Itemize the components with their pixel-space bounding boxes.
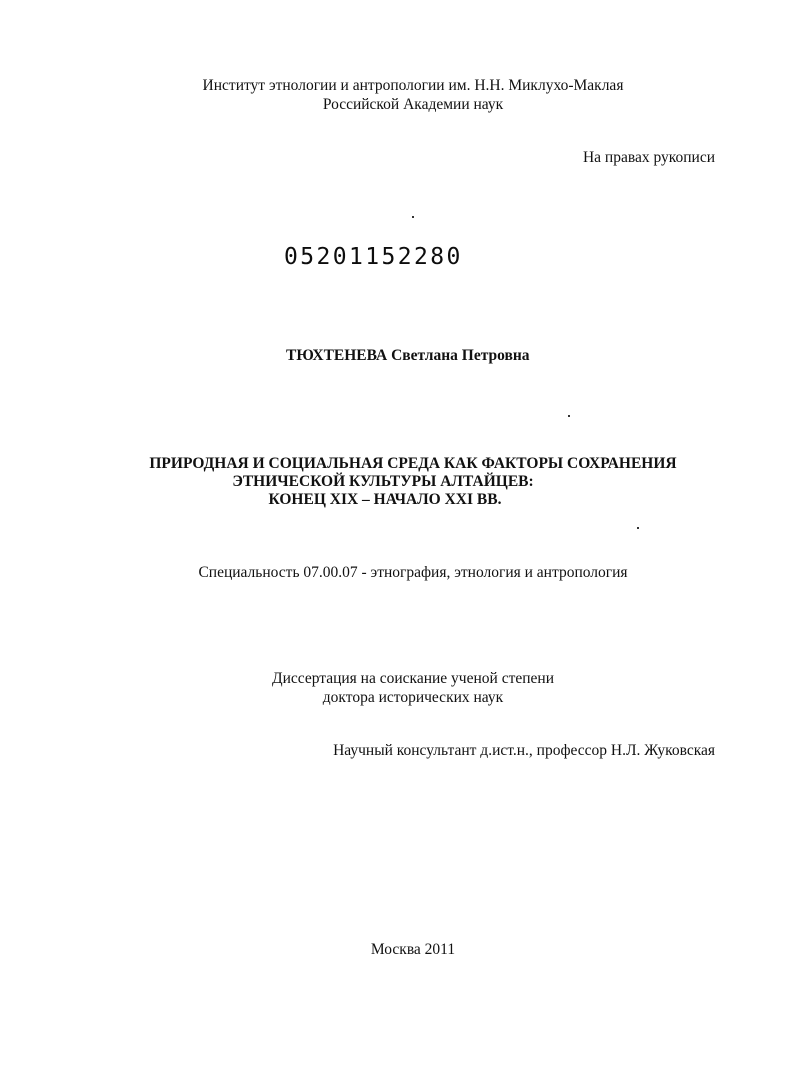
author-name [286,346,530,365]
city-year: Москва 2011 [370,941,456,958]
degree-line1: Диссертация на соискание ученой степени [272,670,554,687]
scan-speck [637,527,639,529]
serial-number: 05201152280 [284,244,463,270]
scientific-consultant: Научный консультант д.ист.н., профессор Н.Л. Жуковская [333,742,715,759]
institute-name-line1: Институт этнологии и антропологии им. Н.Н. Миклухо-Маклая [202,77,624,94]
scan-speck [412,216,414,218]
degree-line2: доктора исторических наук [322,689,504,706]
title-line2: ЭТНИЧЕСКОЙ КУЛЬТУРЫ АЛТАЙЦЕВ: [232,473,534,490]
manuscript-note: На правах рукописи [582,149,715,166]
scan-speck [568,415,570,417]
author-surname: ТЮХТЕНЕВА [286,347,388,364]
author-given-names: Светлана Петровна [391,347,530,364]
specialty: Специальность 07.00.07 - этнография, этнология и антропология [198,564,628,581]
title-line3: КОНЕЦ XIX – НАЧАЛО XXI ВВ. [268,491,502,508]
institute-name-line2: Российской Академии наук [322,96,504,113]
title-line1: ПРИРОДНАЯ И СОЦИАЛЬНАЯ СРЕДА КАК ФАКТОРЫ СОХРАНЕНИЯ [149,455,677,472]
